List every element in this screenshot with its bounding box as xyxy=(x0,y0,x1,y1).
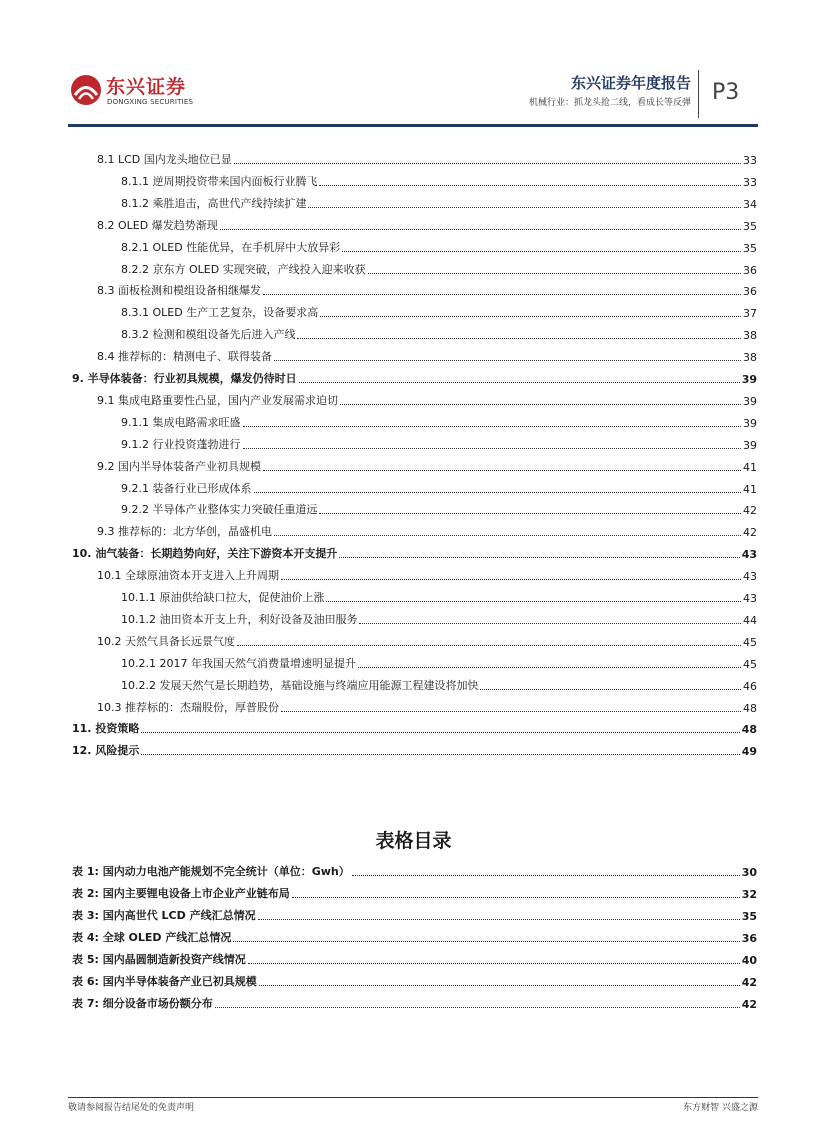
entry-label: 8.2.1 OLED 性能优异，在手机屏中大放异彩 xyxy=(121,240,341,254)
toc-entry[interactable] xyxy=(121,436,757,452)
entry-label: 8.3 面板检测和模组设备相继爆发 xyxy=(97,284,261,298)
entry-label: 10. 油气装备：长期趋势向好，关注下游资本开支提升 xyxy=(72,547,338,561)
dot-leader xyxy=(215,1007,740,1008)
entry-page-number: 43 xyxy=(743,570,757,584)
entry-page-number: 32 xyxy=(741,888,757,901)
entry-label: 8.2.2 京东方 OLED 实现突破，产线投入迎来收获 xyxy=(121,262,366,276)
dot-leader xyxy=(297,338,741,339)
toc-entry[interactable] xyxy=(121,677,757,693)
entry-label: 表 6: 国内半导体装备产业已初具规模 xyxy=(72,975,257,988)
dot-leader xyxy=(308,207,741,208)
entry-page-number: 42 xyxy=(743,504,757,518)
table-list-entry[interactable] xyxy=(72,885,757,901)
header-divider xyxy=(698,70,699,118)
entry-page-number: 33 xyxy=(743,175,757,189)
dot-leader xyxy=(243,448,742,449)
dot-leader xyxy=(358,667,741,668)
entry-label: 10.1.1 原油供给缺口拉大，促使油价上涨 xyxy=(121,591,325,604)
entry-page-number: 36 xyxy=(743,285,757,299)
entry-page-number: 46 xyxy=(743,679,757,693)
page-number: P3 xyxy=(712,80,740,105)
table-list-entry[interactable] xyxy=(72,907,757,923)
entry-page-number: 40 xyxy=(741,954,757,967)
entry-label: 表 4: 全球 OLED 产线汇总情况 xyxy=(72,931,232,944)
table-list-entry[interactable] xyxy=(72,929,757,945)
table-list-entry[interactable] xyxy=(72,863,757,879)
dot-leader xyxy=(237,645,741,646)
toc-entry[interactable] xyxy=(97,282,757,298)
entry-label: 10.1.2 油田资本开支上升，利好设备及油田服务 xyxy=(121,612,358,626)
report-title: 东兴证券年度报告 xyxy=(570,74,691,92)
entry-page-number: 33 xyxy=(743,154,757,167)
entry-page-number: 37 xyxy=(743,307,757,321)
entry-page-number: 36 xyxy=(741,932,757,945)
dot-leader xyxy=(339,557,739,558)
entry-label: 8.3.2 检测和模组设备先后进入产线 xyxy=(121,328,296,342)
entry-page-number: 35 xyxy=(743,241,757,255)
table-list-entry[interactable] xyxy=(72,951,757,967)
entry-label: 9.2 国内半导体装备产业初具规模 xyxy=(97,459,261,473)
toc-entry[interactable] xyxy=(121,195,757,211)
entry-page-number: 39 xyxy=(743,394,757,408)
entry-label: 12. 风险提示 xyxy=(72,744,140,758)
dot-leader xyxy=(299,382,740,383)
toc-entry[interactable] xyxy=(97,392,757,408)
toc-entry[interactable] xyxy=(97,151,757,167)
entry-label: 表 1: 国内动力电池产能规划不完全统计（单位：Gwh） xyxy=(72,865,350,878)
entry-page-number: 36 xyxy=(743,263,757,277)
entry-label: 8.2 OLED 爆发趋势渐现 xyxy=(97,218,218,232)
toc-entry[interactable] xyxy=(97,523,757,539)
logo-text-cn: 东兴证券 xyxy=(106,76,187,98)
entry-page-number: 45 xyxy=(743,657,757,671)
toc-entry[interactable] xyxy=(121,480,757,496)
entry-page-number: 45 xyxy=(743,635,757,649)
entry-page-number: 42 xyxy=(741,998,757,1011)
table-list-entry[interactable] xyxy=(72,995,757,1011)
logo-text-en: DONGXING SECURITIES xyxy=(107,98,194,106)
toc-entry[interactable] xyxy=(97,458,757,474)
dot-leader xyxy=(141,754,739,755)
entry-label: 8.4 推荐标的：精测电子、联得装备 xyxy=(97,350,272,364)
entry-page-number: 41 xyxy=(743,482,757,496)
entry-label: 8.1 LCD 国内龙头地位已显 xyxy=(97,153,232,166)
report-subtitle: 机械行业：抓龙头抢二线，看成长等反弹 xyxy=(528,98,691,108)
entry-page-number: 38 xyxy=(743,329,757,343)
dot-leader xyxy=(342,251,741,252)
dot-leader xyxy=(359,623,741,624)
dot-leader xyxy=(274,535,741,536)
dot-leader xyxy=(292,897,740,898)
entry-label: 9. 半导体装备：行业初具规模，爆发仍待时日 xyxy=(72,372,297,385)
dot-leader xyxy=(248,963,740,964)
entry-label: 8.3.1 OLED 生产工艺复杂，设备要求高 xyxy=(121,306,319,320)
dot-leader xyxy=(254,492,742,493)
dot-leader xyxy=(281,711,741,712)
entry-page-number: 38 xyxy=(743,351,757,365)
toc-entry[interactable] xyxy=(121,261,757,277)
entry-label: 10.2.2 发展天然气是长期趋势，基础设施与终端应用能源工程建设将加快 xyxy=(121,678,479,692)
dot-leader xyxy=(263,470,741,471)
entry-page-number: 39 xyxy=(743,416,757,430)
table-toc-title: 表格目录 xyxy=(375,830,452,852)
toc-entry[interactable] xyxy=(97,633,757,649)
entry-label: 表 7: 细分设备市场份额分布 xyxy=(72,997,213,1010)
entry-page-number: 44 xyxy=(743,613,757,627)
entry-page-number: 34 xyxy=(743,197,757,211)
entry-label: 8.1.2 乘胜追击，高世代产线持续扩建 xyxy=(121,196,307,210)
toc-entry[interactable] xyxy=(97,217,757,233)
toc-entry[interactable] xyxy=(121,304,757,320)
entry-label: 表 2: 国内主要锂电设备上市企业产业链布局 xyxy=(72,887,290,900)
dot-leader xyxy=(480,689,741,690)
toc-entry[interactable] xyxy=(121,239,757,255)
entry-label: 表 3: 国内高世代 LCD 产线汇总情况 xyxy=(72,909,256,922)
toc-entry[interactable] xyxy=(121,611,757,627)
entry-label: 9.1.1 集成电路需求旺盛 xyxy=(121,415,241,429)
toc-entry[interactable] xyxy=(121,655,757,671)
dot-leader xyxy=(368,273,741,274)
entry-page-number: 41 xyxy=(743,460,757,474)
dot-leader xyxy=(234,163,741,164)
entry-page-number: 42 xyxy=(741,976,757,989)
toc-entry[interactable] xyxy=(121,173,757,189)
toc-entry[interactable] xyxy=(97,567,757,583)
toc-entry[interactable] xyxy=(97,699,757,715)
entry-label: 11. 投资策略 xyxy=(72,722,140,736)
entry-page-number: 39 xyxy=(743,438,757,452)
dot-leader xyxy=(263,294,741,295)
entry-label: 10.2 天然气具备长远景气度 xyxy=(97,634,235,648)
dot-leader xyxy=(220,229,741,230)
entry-label: 9.2.2 半导体产业整体实力突破任重道远 xyxy=(121,503,318,517)
dot-leader xyxy=(259,985,740,986)
dot-leader xyxy=(281,579,741,580)
toc-entry[interactable] xyxy=(121,414,757,430)
toc-entry[interactable] xyxy=(72,720,757,736)
dot-leader xyxy=(243,426,742,427)
footer-slogan: 东方财智 兴盛之源 xyxy=(683,1103,758,1113)
toc-entry[interactable] xyxy=(97,348,757,364)
entry-label: 表 5: 国内晶圆制造新投资产线情况 xyxy=(72,953,246,966)
entry-label: 9.3 推荐标的：北方华创，晶盛机电 xyxy=(97,525,272,539)
entry-page-number: 49 xyxy=(741,745,757,759)
header-rule xyxy=(68,124,758,127)
entry-label: 10.3 推荐标的：杰瑞股份，厚普股份 xyxy=(97,700,279,714)
toc-entry[interactable] xyxy=(121,589,757,605)
toc-entry[interactable] xyxy=(121,501,757,517)
dot-leader xyxy=(340,404,741,405)
entry-label: 8.1.1 逆周期投资带来国内面板行业腾飞 xyxy=(121,174,318,188)
dot-leader xyxy=(352,875,740,876)
entry-label: 10.1 全球原油资本开支进入上升周期 xyxy=(97,569,279,583)
dot-leader xyxy=(258,919,740,920)
logo-mark-icon xyxy=(70,74,102,106)
entry-page-number: 48 xyxy=(741,723,757,737)
toc-entry[interactable] xyxy=(72,370,757,386)
table-list-entry[interactable] xyxy=(72,973,757,989)
toc-entry[interactable] xyxy=(121,326,757,342)
dot-leader xyxy=(141,732,739,733)
entry-label: 9.1.2 行业投资蓬勃进行 xyxy=(121,437,241,451)
dot-leader xyxy=(233,941,739,942)
toc-entry[interactable] xyxy=(72,742,757,758)
entry-page-number: 43 xyxy=(743,592,757,605)
dot-leader xyxy=(274,360,741,361)
toc-entry[interactable] xyxy=(72,545,757,561)
entry-label: 10.2.1 2017 年我国天然气消费量增速明显提升 xyxy=(121,656,356,670)
entry-page-number: 39 xyxy=(741,373,757,386)
footer-rule xyxy=(68,1097,758,1098)
company-logo xyxy=(70,72,200,116)
entry-label: 9.1 集成电路重要性凸显，国内产业发展需求迫切 xyxy=(97,393,338,407)
entry-page-number: 48 xyxy=(743,701,757,715)
dot-leader xyxy=(319,185,741,186)
entry-page-number: 42 xyxy=(743,526,757,540)
entry-page-number: 30 xyxy=(741,866,757,879)
dot-leader xyxy=(320,316,741,317)
entry-label: 9.2.1 装备行业已形成体系 xyxy=(121,481,252,495)
dot-leader xyxy=(319,513,741,514)
entry-page-number: 35 xyxy=(743,219,757,233)
dot-leader xyxy=(326,601,741,602)
entry-page-number: 43 xyxy=(741,548,757,562)
entry-page-number: 35 xyxy=(741,910,757,923)
footer-disclaimer: 敬请参阅报告结尾处的免责声明 xyxy=(68,1103,195,1113)
